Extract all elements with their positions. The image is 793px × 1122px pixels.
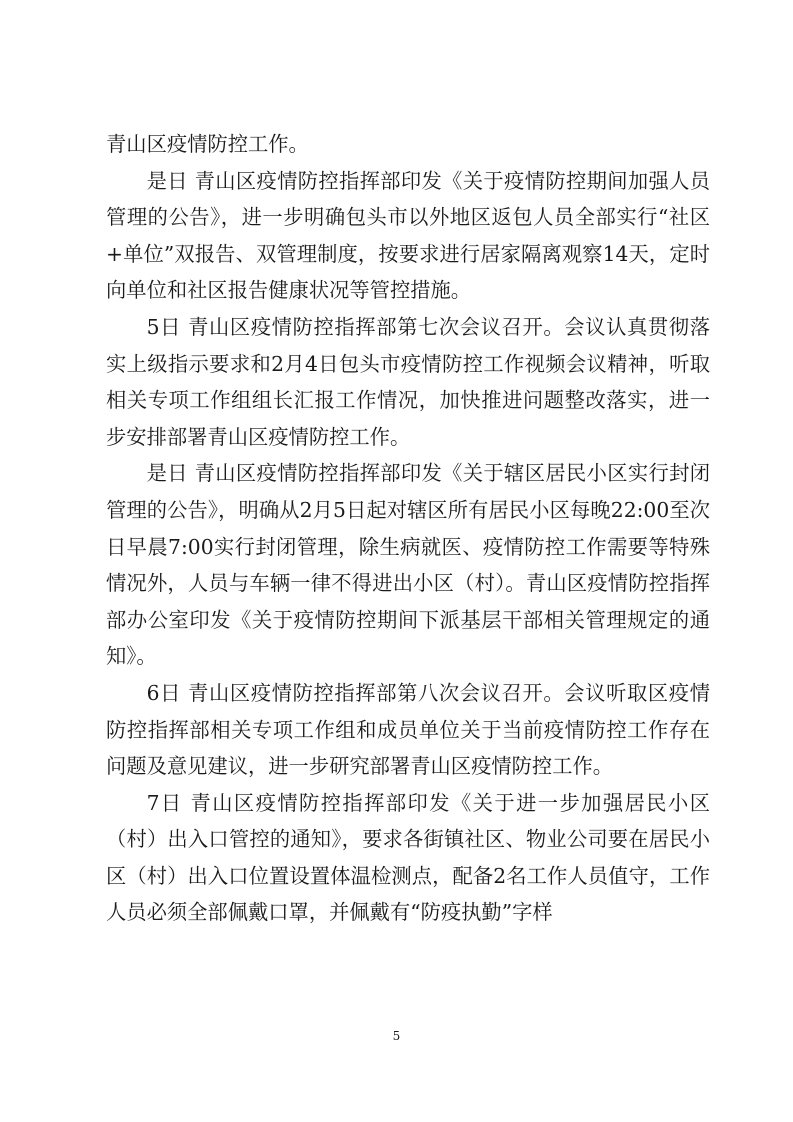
paragraph-entrance-control-notice: 7日 青山区疫情防控指挥部印发《关于进一步加强居民小区（村）出入口管控的通知》，要求各街镇社区、物业公司要在居民小区（村）出入口位置设置体温检测点，配备2名工作人员值守，工作人员必须全部佩戴口罩，并佩戴有“防疫执勤”字样 [106, 790, 710, 925]
paragraph-personnel-management-notice: 是日 青山区疫情防控指挥部印发《关于疫情防控期间加强人员管理的公告》，进一步明确包头市以外地区返包人员全部实行“社区+单位”双报告、双管理制度，按要求进行居家隔离观察14天，定时向单位和社区报告健康状况等管控措施。 [106, 168, 710, 303]
page-number: 5 [392, 1029, 401, 1043]
paragraph-continuation: 青山区疫情防控工作。 [106, 132, 309, 156]
paragraph-closed-management-notice: 是日 青山区疫情防控指挥部印发《关于辖区居民小区实行封闭管理的公告》，明确从2月5日起对辖区所有居民小区每晚22:00至次日早晨7:00实行封闭管理，除生病就医、疫情防控工作需要等特殊情况外，人员与车辆一律不得进出小区（村）。青山区疫情防控指挥部办公室印发《关于疫情防控期间下派基层干部相关管理规定的通知》。 [106, 461, 710, 669]
paragraph-eighth-meeting: 6日 青山区疫情防控指挥部第八次会议召开。会议听取区疫情防控指挥部相关专项工作组和成员单位关于当前疫情防控工作存在问题及意见建议，进一步研究部署青山区疫情防控工作。 [106, 680, 710, 779]
document-body [106, 126, 710, 931]
paragraph-seventh-meeting: 5日 青山区疫情防控指挥部第七次会议召开。会议认真贯彻落实上级指示要求和2月4日包头市疫情防控工作视频会议精神，听取相关专项工作组组长汇报工作情况，加快推进问题整改落实，进一步安排部署青山区疫情防控工作。 [106, 314, 710, 449]
